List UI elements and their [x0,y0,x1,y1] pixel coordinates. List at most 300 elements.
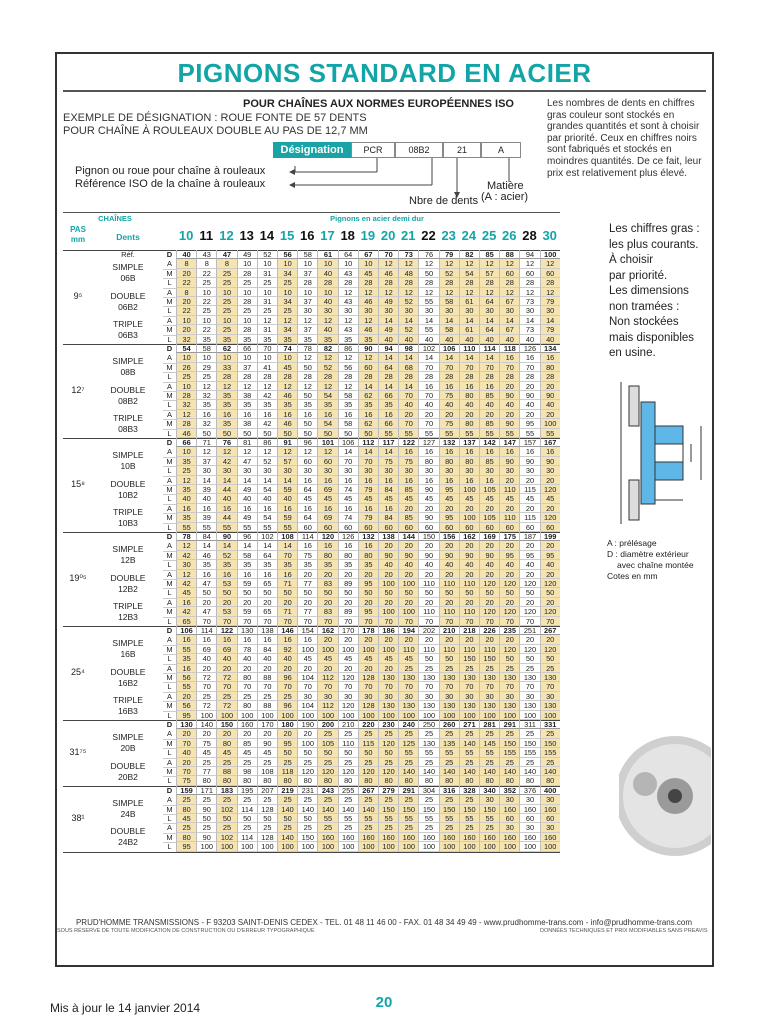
cell: 50 [196,588,216,597]
cell: 12 [317,316,337,325]
chain-ref: 10B [120,461,136,472]
cell: 60 [398,523,418,532]
cell-d: 186 [378,626,398,635]
cell: 70 [418,391,438,400]
side-note-l4: par priorité. [609,269,668,282]
pitch-label: 12⁷ [71,385,85,395]
cell: 25 [459,795,479,804]
cell: 50 [297,588,317,597]
cell: 31 [257,325,277,334]
cell: 45 [297,494,317,503]
cell-d: 178 [358,626,378,635]
cell: 25 [479,664,499,673]
cell: 30 [378,306,398,315]
footer-disclaimer-right: DONNÉES TECHNIQUES ET PRIX MODIFIABLES SANS PREAVIS [540,928,708,934]
cell: 30 [499,795,519,804]
cell: 40 [499,335,519,344]
cell: 50 [499,588,519,597]
cell: 50 [277,814,297,823]
cell: 70 [216,682,236,691]
cell: 16 [398,447,418,456]
cell: 60 [540,523,560,532]
cell: 35 [216,560,236,569]
cell: 10 [297,259,317,268]
cell: 20 [398,635,418,644]
cell: 28 [257,372,277,381]
cell: 30 [196,466,216,475]
pitch-label: 25⁴ [71,667,85,677]
cell-d: 175 [499,532,519,541]
cell-d: 114 [196,626,216,635]
cell: 88 [257,701,277,710]
cell: 130 [439,701,459,710]
cell: 20 [540,504,560,513]
cell: 55 [216,523,236,532]
cell: 90 [418,551,438,560]
cell-d: 231 [297,786,317,795]
cell: 70 [519,682,539,691]
example-line-2: POUR CHAÎNE À ROULEAUX DOUBLE AU PAS DE 12,7 MM [63,125,368,137]
cell: 140 [418,767,438,776]
cell: 55 [519,429,539,438]
cell: 45 [519,494,539,503]
cell-d: 66 [176,438,196,447]
cell: 34 [277,269,297,278]
cell: 150 [459,654,479,663]
cell: 54 [257,513,277,522]
cell: 105 [479,485,499,494]
cell: 20 [216,598,236,607]
sprocket-photo [619,696,711,896]
cell: 69 [216,645,236,654]
cell-d: 127 [418,438,438,447]
cell: 20 [237,598,257,607]
cell: 69 [317,485,337,494]
cell: 20 [398,598,418,607]
cell: 67 [499,325,519,334]
cell: 70 [459,617,479,626]
cell: 90 [519,391,539,400]
chain-ref: 16B2 [118,677,138,688]
cell: 20 [317,664,337,673]
cell: 100 [297,842,317,851]
cell: 50 [519,654,539,663]
chain-ref: 12B [120,555,136,566]
cell: 120 [378,767,398,776]
cell: 155 [519,748,539,757]
cell: 60 [378,523,398,532]
cell: 90 [257,739,277,748]
cell: 14 [257,541,277,550]
cell: 35 [176,654,196,663]
cell: 85 [398,513,418,522]
cell: 45 [358,269,378,278]
cell: 80 [196,776,216,785]
cell: 100 [540,711,560,720]
cell: 140 [459,739,479,748]
cell: 60 [297,457,317,466]
chain-ref: 06B [120,273,136,284]
cell-d: 144 [398,532,418,541]
cell: 35 [297,335,317,344]
cell: 44 [216,513,236,522]
cell: 30 [479,692,499,701]
row-letter: A [163,664,176,674]
cell: 80 [297,776,317,785]
cell: 40 [479,400,499,409]
cell: 35 [338,400,358,409]
cell: 25 [540,758,560,767]
cell: 100 [297,645,317,654]
cell: 55 [398,748,418,757]
cell: 25 [277,823,297,832]
cell: 45 [196,748,216,757]
cell: 90 [499,391,519,400]
cell: 20 [439,541,459,550]
cell: 10 [216,316,236,325]
cell: 83 [317,579,337,588]
cell: 75 [439,419,459,428]
cell: 25 [499,664,519,673]
cell-d: 106 [338,438,358,447]
subtitle: POUR CHAÎNES AUX NORMES EUROPÉENNES ISO [243,98,514,110]
cell: 10 [317,259,337,268]
cell-d: 76 [418,250,438,259]
side-note-l9: en usine. [609,347,656,359]
cell: 25 [196,823,216,832]
cell: 28 [418,372,438,381]
cell: 32 [176,400,196,409]
example-line-1: EXEMPLE DE DÉSIGNATION : ROUE FONTE DE 57 DENTS [63,112,367,124]
cell: 100 [398,711,418,720]
chain-name: SIMPLE [112,732,144,743]
cell-d: 291 [398,786,418,795]
cell: 25 [277,795,297,804]
cell: 35 [176,485,196,494]
cell: 40 [499,560,519,569]
cell: 45 [499,494,519,503]
cell: 50 [257,429,277,438]
legend-d2: avec chaîne montée [617,560,694,570]
cell-d: 85 [479,250,499,259]
cell: 55 [317,814,337,823]
cell: 100 [519,842,539,851]
row-letter: M [163,739,176,749]
cell: 40 [519,400,539,409]
cell: 30 [398,466,418,475]
cell: 55 [398,814,418,823]
cell: 60 [519,814,539,823]
cell: 28 [459,372,479,381]
cell: 60 [459,523,479,532]
cell: 80 [540,363,560,372]
cell: 42 [257,419,277,428]
chain-name: DOUBLE [110,384,146,395]
cell: 80 [479,776,499,785]
cell: 57 [277,457,297,466]
cell: 67 [499,297,519,306]
cell: 30 [237,466,257,475]
cell: 45 [398,654,418,663]
cell: 35 [277,560,297,569]
cell: 80 [459,419,479,428]
cell: 130 [499,701,519,710]
cell: 50 [297,391,317,400]
cell: 28 [297,372,317,381]
side-note-l7: Non stockées [609,316,679,328]
cell: 28 [338,372,358,381]
cell: 20 [499,382,519,391]
cell-d: 220 [358,720,378,729]
cell: 100 [216,711,236,720]
row-letter: M [163,363,176,373]
cell: 60 [540,269,560,278]
cell-d: 66 [237,344,257,353]
row-letter: M [163,325,176,335]
cell: 75 [176,776,196,785]
chain-ref: 16B [120,649,136,660]
cell: 45 [176,588,196,597]
cell: 14 [418,353,438,362]
cell: 10 [277,353,297,362]
cell: 25 [196,795,216,804]
row-letter-d: D [166,250,173,259]
cell: 50 [237,814,257,823]
cell: 28 [338,278,358,287]
cell: 135 [439,739,459,748]
cell: 25 [237,278,257,287]
cell: 80 [378,776,398,785]
cell-d: 117 [378,438,398,447]
cell-d: 240 [398,720,418,729]
cell-d: 207 [257,786,277,795]
cell: 30 [519,466,539,475]
cell: 20 [378,664,398,673]
cell: 20 [499,635,519,644]
cell: 70 [398,391,418,400]
cell: 25 [398,664,418,673]
chain-name: SIMPLE [112,544,144,555]
cell: 30 [519,692,539,701]
cell: 12 [317,447,337,456]
cell-d: 106 [176,626,196,635]
cell: 100 [317,842,337,851]
cell: 40 [459,400,479,409]
cell: 16 [216,570,236,579]
row-letter-d: D [166,532,173,541]
cell: 160 [439,833,459,842]
cell: 20 [540,476,560,485]
cell: 16 [277,410,297,419]
cell: 77 [196,767,216,776]
cell-d: 58 [297,250,317,259]
pitch-label: 19⁰⁵ [69,573,87,583]
label-pignon: Pignon ou roue pour chaîne à rouleaux [75,165,266,177]
cell-d: 291 [499,720,519,729]
cell: 16 [257,504,277,513]
cell: 50 [540,588,560,597]
cell: 50 [257,588,277,597]
cell: 70 [297,682,317,691]
cell: 35 [378,400,398,409]
cell-d: 150 [418,532,438,541]
cell: 100 [358,842,378,851]
cell-d: 157 [519,438,539,447]
cell-d: 71 [196,438,216,447]
cell: 49 [237,513,257,522]
cell: 100 [358,645,378,654]
cell: 20 [499,541,519,550]
cell: 40 [439,335,459,344]
cell: 70 [459,682,479,691]
cell: 70 [398,419,418,428]
cell: 25 [257,306,277,315]
cell: 70 [398,617,418,626]
row-letter-d: D [166,626,173,635]
cell: 70 [237,682,257,691]
cell-d: 180 [277,720,297,729]
cell-d: 96 [297,438,317,447]
cell: 26 [176,363,196,372]
cell: 14 [378,382,398,391]
cell: 14 [418,316,438,325]
cell: 120 [479,579,499,588]
cell: 20 [358,635,378,644]
cell: 25 [439,758,459,767]
cell-d: 88 [499,250,519,259]
cell: 45 [277,363,297,372]
cell: 20 [439,598,459,607]
cell: 70 [196,682,216,691]
cell: 22 [196,269,216,278]
cell: 20 [297,729,317,738]
cell: 35 [216,419,236,428]
row-letter: L [163,776,176,786]
cell: 70 [358,617,378,626]
cell: 12 [257,382,277,391]
cell: 50 [338,429,358,438]
cell: 32 [196,391,216,400]
cell: 55 [418,297,438,306]
cell-d: 82 [317,344,337,353]
cell: 75 [439,391,459,400]
cell: 16 [418,382,438,391]
cell: 25 [418,758,438,767]
cell-d: 140 [196,720,216,729]
cell: 25 [176,795,196,804]
cell: 10 [176,382,196,391]
cell: 14 [479,316,499,325]
cell: 20 [176,729,196,738]
cell-d: 311 [519,720,539,729]
cell-d: 147 [499,438,519,447]
cell: 35 [216,335,236,344]
cell: 70 [378,682,398,691]
cell: 52 [398,325,418,334]
cell: 40 [398,560,418,569]
cell: 110 [338,739,358,748]
cell: 20 [176,692,196,701]
cell: 150 [499,739,519,748]
chain-name: DOUBLE [110,826,146,837]
cell: 30 [378,692,398,701]
cell: 50 [358,748,378,757]
cell: 37 [297,269,317,278]
cell-d: 190 [297,720,317,729]
cell: 20 [338,598,358,607]
cell-d: 169 [479,532,499,541]
cell: 95 [358,607,378,616]
cell: 120 [479,607,499,616]
cell: 12 [176,570,196,579]
cell: 130 [479,701,499,710]
cell: 38 [237,419,257,428]
label-matiere: Matière [487,180,524,192]
cell: 120 [540,485,560,494]
cell: 75 [196,739,216,748]
cell: 60 [297,523,317,532]
cell: 50 [216,429,236,438]
cell: 30 [439,466,459,475]
cell-d: 130 [176,720,196,729]
cell: 25 [479,758,499,767]
cell: 30 [297,692,317,701]
cell: 50 [277,429,297,438]
cell: 35 [358,400,378,409]
cell: 100 [519,711,539,720]
cell: 104 [297,701,317,710]
cell: 40 [237,494,257,503]
cell: 70 [216,617,236,626]
cell: 130 [459,673,479,682]
cell: 12 [277,316,297,325]
cell: 35 [237,335,257,344]
cell: 35 [317,335,337,344]
cell: 25 [297,795,317,804]
cell: 55 [398,429,418,438]
cell: 16 [459,476,479,485]
cell: 56 [176,673,196,682]
cell: 40 [216,654,236,663]
cell: 50 [297,814,317,823]
cell: 25 [459,664,479,673]
cell: 20 [519,541,539,550]
cell: 20 [519,476,539,485]
cell: 55 [459,814,479,823]
row-letter: A [163,692,176,702]
cell: 70 [176,739,196,748]
cell: 40 [479,560,499,569]
cell: 44 [216,485,236,494]
cell: 80 [237,673,257,682]
cell: 30 [297,466,317,475]
cell: 40 [196,654,216,663]
cell: 25 [176,372,196,381]
cell: 55 [418,325,438,334]
cell: 12 [338,288,358,297]
cell: 20 [540,382,560,391]
cell: 120 [519,579,539,588]
cell: 12 [358,353,378,362]
cell: 16 [317,410,337,419]
row-letter: M [163,833,176,843]
cell-d: 52 [257,250,277,259]
cell: 16 [216,410,236,419]
cell: 45 [257,748,277,757]
cell: 79 [540,325,560,334]
designation-material: A [481,142,521,158]
cell: 35 [358,335,378,344]
